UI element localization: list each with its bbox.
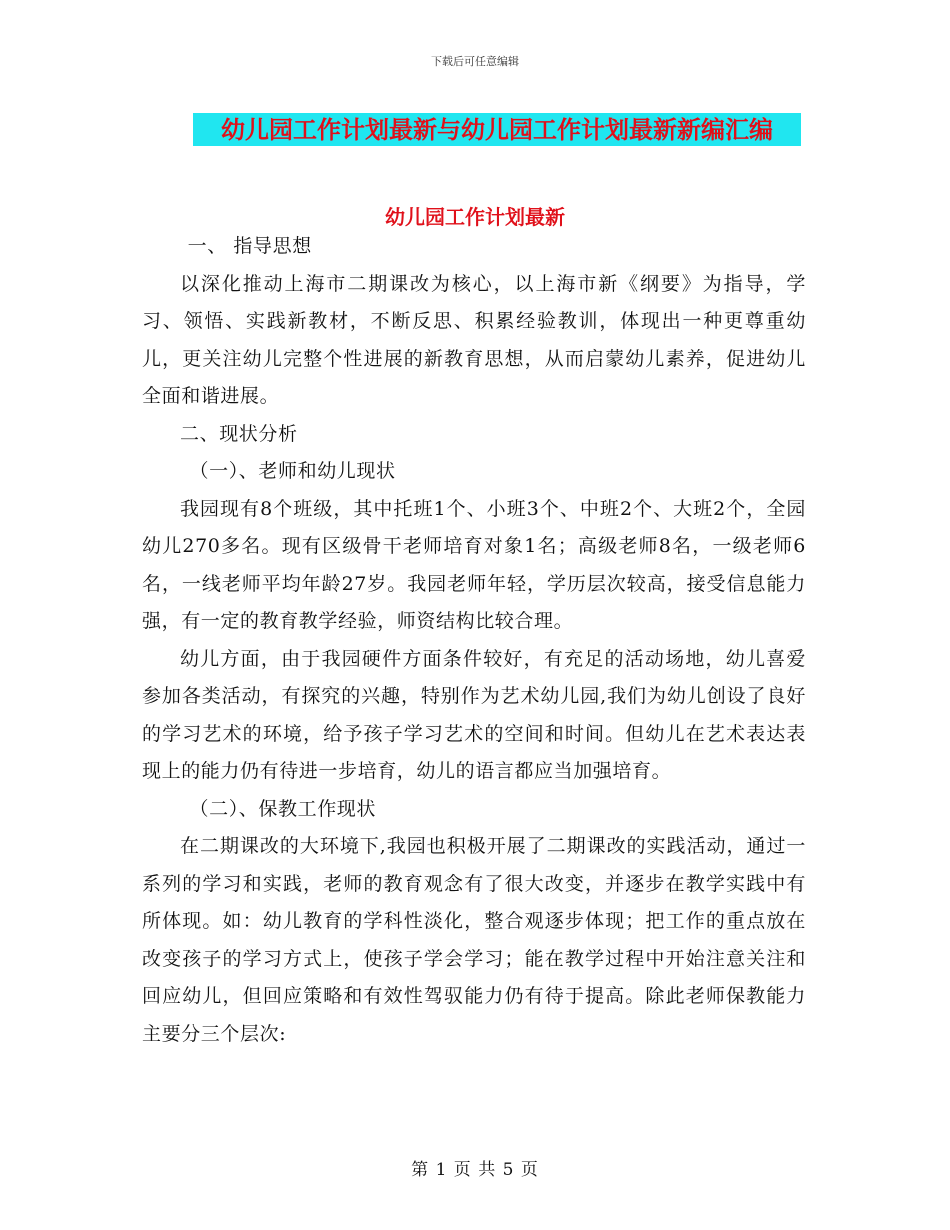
section-title: 幼儿园工作计划最新	[385, 205, 565, 229]
document-body	[142, 228, 806, 1053]
paragraph-teacher-status: 我园现有8个班级，其中托班1个、小班3个、中班2个、大班2个，全园幼儿270多名。现有区级骨干老师培育对象1名；高级老师8名，一级老师6名，一线老师平均年龄27岁。我园老师年轻，学历层次较高，接受信息能力强，有一定的教育教学经验，师资结构比较合理。	[142, 497, 806, 632]
page-number: 第 1 页 共 5 页	[411, 1160, 539, 1180]
heading-status-analysis: 二、现状分析	[180, 422, 298, 445]
paragraph-care-education-status: 在二期课改的大环境下,我园也积极开展了二期课改的实践活动，通过一系列的学习和实践，老师的教育观念有了很大改变，并逐步在教学实践中有所体现。如：幼儿教育的学科性淡化，整合观逐步体现；把工作的重点放在改变孩子的学习方式上，使孩子学会学习；能在教学过程中开始注意关注和回应幼儿，但回应策略和有效性驾驭能力仍有待于提高。除此老师保教能力主要分三个层次:	[142, 835, 806, 1045]
paragraph-guiding-ideology: 以深化推动上海市二期课改为核心，以上海市新《纲要》为指导，学习、领悟、实践新教材，不断反思、积累经验教训，体现出一种更尊重幼儿，更关注幼儿完整个性进展的新教育思想，从而启蒙幼儿素养，促进幼儿全面和谐进展。	[142, 272, 806, 407]
header-note: 下载后可任意编辑	[431, 55, 519, 68]
heading-teacher-child-status: （一）、老师和幼儿现状	[189, 460, 396, 482]
paragraph-child-status: 幼儿方面，由于我园硬件方面条件较好，有充足的活动场地，幼儿喜爱参加各类活动，有探究的兴趣，特别作为艺术幼儿园,我们为幼儿创设了良好的学习艺术的环境，给予孩子学习艺术的空间和时间。但幼儿在艺术表达表现上的能力仍有待进一步培育，幼儿的语言都应当加强培育。	[142, 647, 806, 782]
document-title: 幼儿园工作计划最新与幼儿园工作计划最新新编汇编	[193, 113, 801, 146]
heading-care-education-status: （二）、保教工作现状	[189, 797, 377, 820]
heading-guiding-ideology: 一、 指导思想	[187, 235, 312, 257]
